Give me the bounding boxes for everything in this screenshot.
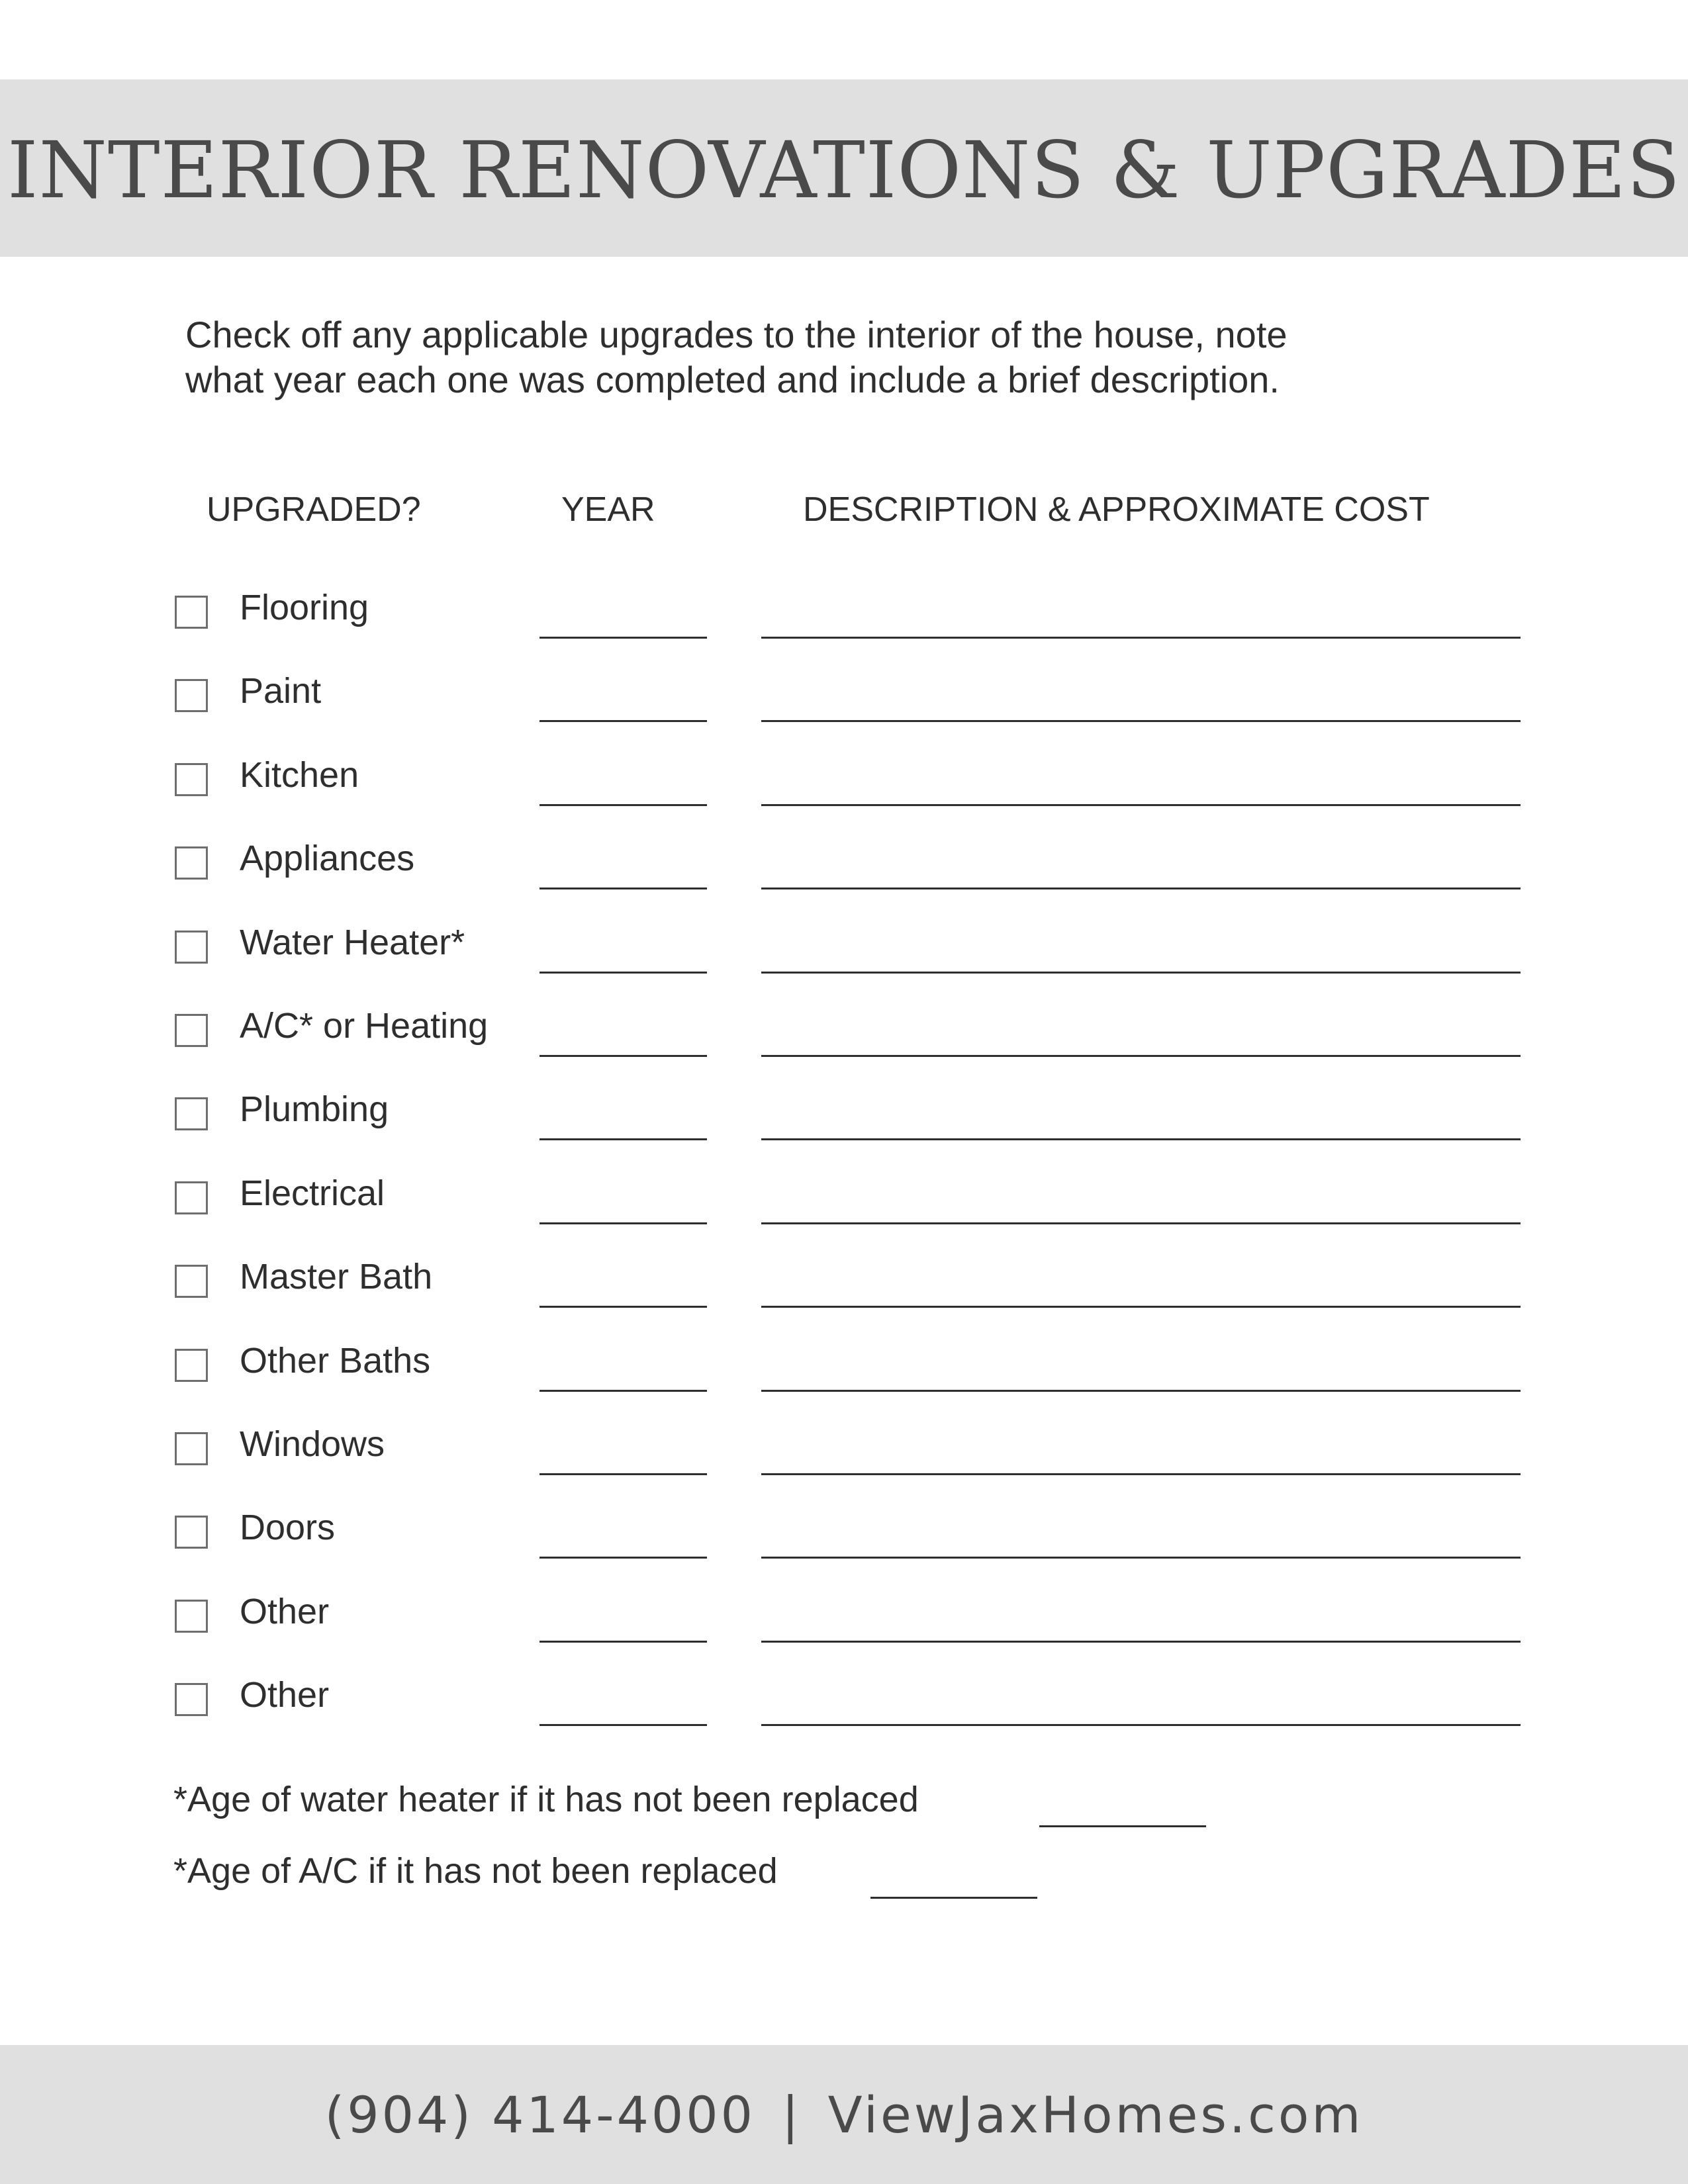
ac-age-field[interactable] bbox=[870, 1897, 1037, 1899]
checkbox[interactable] bbox=[175, 763, 208, 796]
footnote-water-heater: *Age of water heater if it has not been replaced bbox=[173, 1780, 919, 1819]
footer-band bbox=[0, 2045, 1688, 2184]
year-field[interactable] bbox=[539, 1055, 707, 1057]
year-field[interactable] bbox=[539, 887, 707, 889]
checklist-row bbox=[0, 1244, 1688, 1310]
item-label: Master Bath bbox=[240, 1257, 433, 1297]
checklist-row bbox=[0, 1076, 1688, 1142]
checkbox[interactable] bbox=[175, 1181, 208, 1214]
item-label: Other bbox=[240, 1592, 330, 1631]
checkbox[interactable] bbox=[175, 1349, 208, 1382]
checkbox[interactable] bbox=[175, 1600, 208, 1633]
checkbox[interactable] bbox=[175, 679, 208, 712]
item-label: Water Heater* bbox=[240, 923, 465, 962]
checklist-row bbox=[0, 909, 1688, 976]
checklist-row bbox=[0, 825, 1688, 891]
item-label: Other bbox=[240, 1675, 330, 1715]
year-field[interactable] bbox=[539, 972, 707, 974]
intro-text: Check off any applicable upgrades to the interior of the house, note what year each one was completed and include a brief description. bbox=[185, 314, 1288, 400]
description-field[interactable] bbox=[761, 887, 1521, 889]
checklist-row bbox=[0, 658, 1688, 724]
description-field[interactable] bbox=[761, 637, 1521, 639]
checkbox[interactable] bbox=[175, 1265, 208, 1298]
column-header-upgraded: UPGRADED? bbox=[207, 490, 421, 529]
checkbox[interactable] bbox=[175, 1683, 208, 1716]
description-field[interactable] bbox=[761, 1641, 1521, 1643]
description-field[interactable] bbox=[761, 1390, 1521, 1392]
item-label: Doors bbox=[240, 1508, 336, 1547]
footer-phone[interactable]: (904) 414-4000 bbox=[324, 2085, 755, 2144]
checkbox[interactable] bbox=[175, 931, 208, 964]
footnote-ac: *Age of A/C if it has not been replaced bbox=[173, 1851, 778, 1891]
item-label: Electrical bbox=[240, 1173, 385, 1213]
year-field[interactable] bbox=[539, 1306, 707, 1308]
page-title: INTERIOR RENOVATIONS & UPGRADES bbox=[7, 124, 1681, 216]
year-field[interactable] bbox=[539, 1138, 707, 1140]
description-field[interactable] bbox=[761, 1557, 1521, 1559]
year-field[interactable] bbox=[539, 637, 707, 639]
item-label: Flooring bbox=[240, 588, 369, 627]
year-field[interactable] bbox=[539, 1641, 707, 1643]
description-field[interactable] bbox=[761, 1473, 1521, 1475]
water-heater-age-field[interactable] bbox=[1039, 1825, 1206, 1827]
checkbox[interactable] bbox=[175, 1097, 208, 1130]
checklist-row bbox=[0, 1411, 1688, 1477]
checkbox[interactable] bbox=[175, 1432, 208, 1465]
item-label: Kitchen bbox=[240, 755, 359, 795]
year-field[interactable] bbox=[539, 1473, 707, 1475]
item-label: Other Baths bbox=[240, 1341, 431, 1381]
item-label: Appliances bbox=[240, 839, 415, 878]
description-field[interactable] bbox=[761, 972, 1521, 974]
item-label: Windows bbox=[240, 1424, 385, 1464]
footer-contact bbox=[325, 2085, 1364, 2144]
footer-website[interactable]: ViewJaxHomes.com bbox=[827, 2085, 1364, 2144]
year-field[interactable] bbox=[539, 804, 707, 806]
checkbox[interactable] bbox=[175, 1014, 208, 1047]
item-label: Paint bbox=[240, 671, 322, 711]
year-field[interactable] bbox=[539, 720, 707, 722]
description-field[interactable] bbox=[761, 804, 1521, 806]
column-header-description: DESCRIPTION & APPROXIMATE COST bbox=[803, 490, 1430, 529]
column-header-year: YEAR bbox=[561, 490, 655, 529]
description-field[interactable] bbox=[761, 1222, 1521, 1224]
description-field[interactable] bbox=[761, 1724, 1521, 1726]
year-field[interactable] bbox=[539, 1390, 707, 1392]
year-field[interactable] bbox=[539, 1557, 707, 1559]
checklist-row bbox=[0, 1578, 1688, 1645]
item-label: A/C* or Heating bbox=[240, 1006, 489, 1046]
description-field[interactable] bbox=[761, 1138, 1521, 1140]
checklist-row bbox=[0, 1662, 1688, 1728]
description-field[interactable] bbox=[761, 720, 1521, 722]
footer-separator: | bbox=[781, 2085, 802, 2144]
checklist-row bbox=[0, 1160, 1688, 1226]
checklist-row bbox=[0, 993, 1688, 1059]
checklist-row bbox=[0, 1494, 1688, 1561]
checklist-row bbox=[0, 742, 1688, 808]
checklist-row bbox=[0, 574, 1688, 641]
checkbox[interactable] bbox=[175, 596, 208, 629]
item-label: Plumbing bbox=[240, 1089, 389, 1129]
description-field[interactable] bbox=[761, 1306, 1521, 1308]
year-field[interactable] bbox=[539, 1222, 707, 1224]
checkbox[interactable] bbox=[175, 1516, 208, 1549]
description-field[interactable] bbox=[761, 1055, 1521, 1057]
year-field[interactable] bbox=[539, 1724, 707, 1726]
checkbox[interactable] bbox=[175, 846, 208, 880]
checklist-row bbox=[0, 1328, 1688, 1394]
